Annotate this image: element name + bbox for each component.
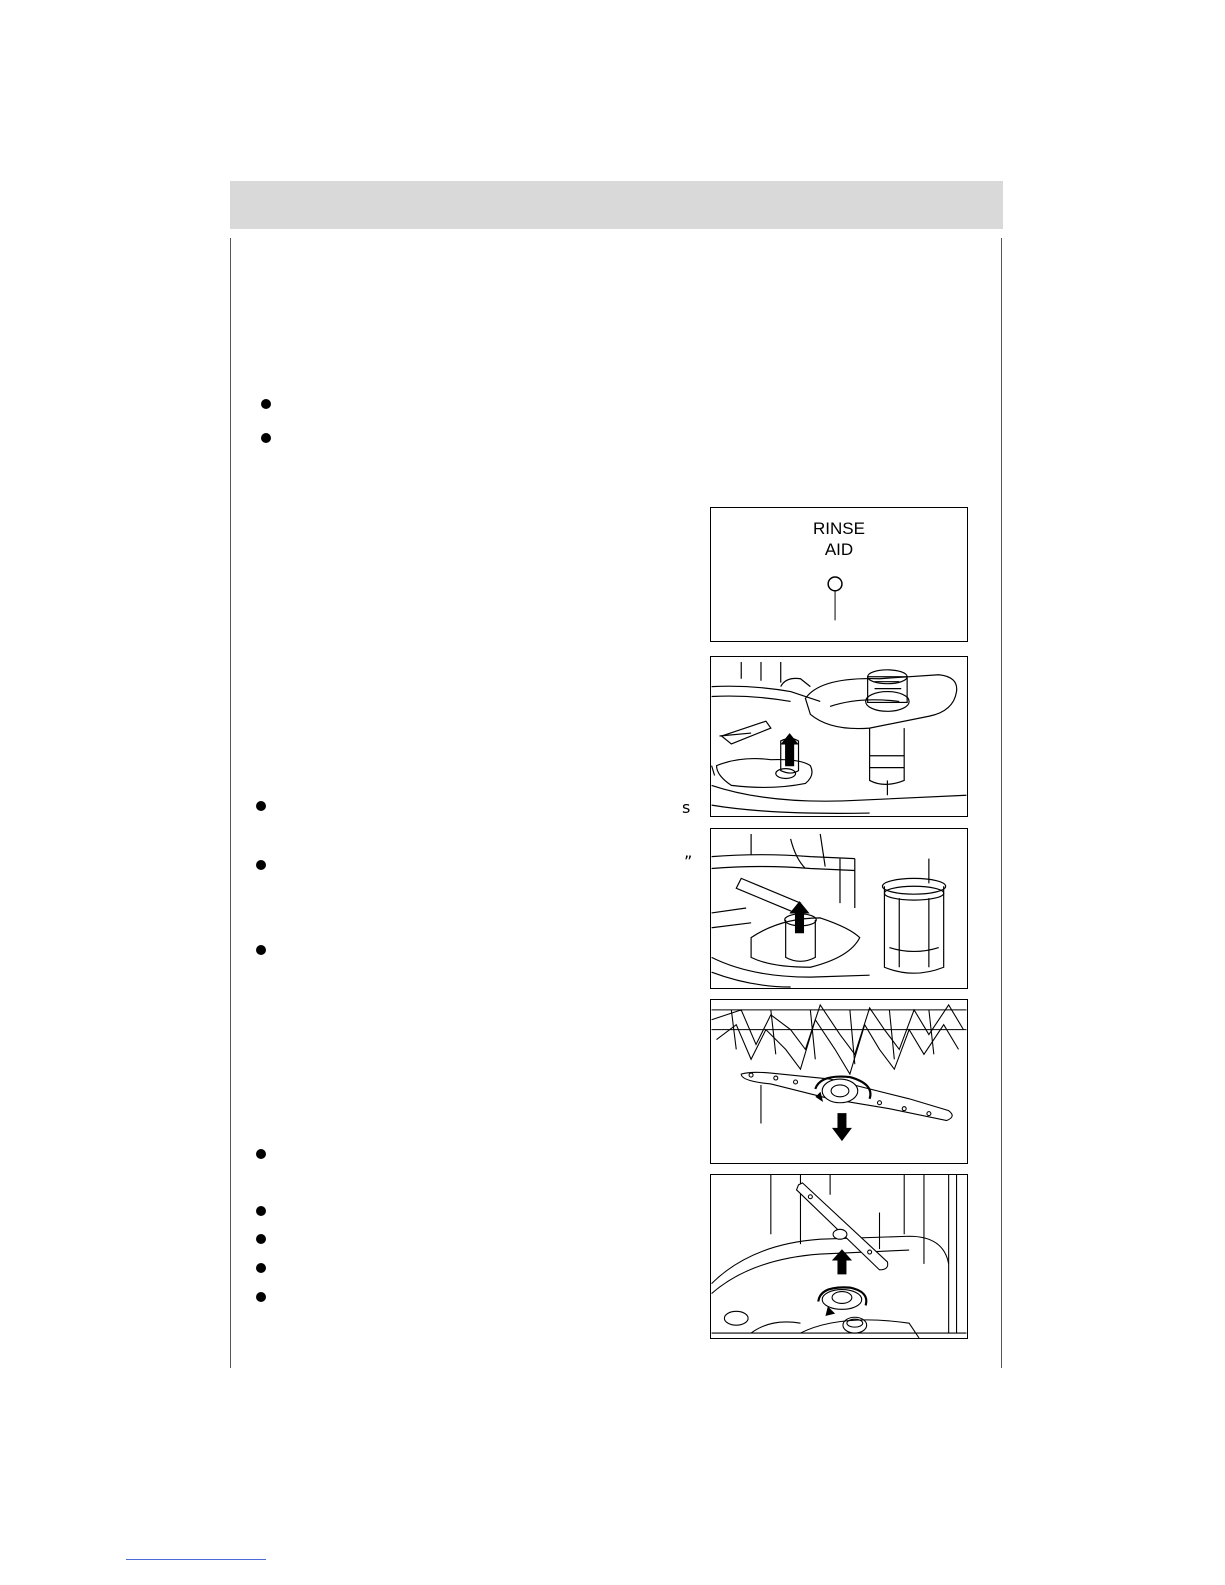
- bullet-2: [261, 433, 271, 443]
- lower-spray-arm-icon: [711, 1175, 967, 1338]
- bullet-3: [256, 801, 266, 811]
- microfilter-cylinder-icon: [711, 829, 967, 988]
- section-header-bar: [230, 181, 1003, 229]
- bullet-8: [256, 1234, 266, 1244]
- bullet-6: [256, 1149, 266, 1159]
- lower-spray-arm-figure: [710, 1174, 968, 1339]
- bullet-7: [256, 1206, 266, 1216]
- bullet-5: [256, 945, 266, 955]
- filter-assembly-figure: [710, 656, 968, 817]
- rinse-label-line1: RINSE: [813, 519, 865, 538]
- bullet-1: [261, 399, 271, 409]
- stray-quote-mark: ”: [684, 852, 693, 871]
- indicator-circle-icon: [711, 508, 967, 641]
- rinse-aid-figure: [710, 507, 968, 642]
- right-frame-rule: [1001, 238, 1002, 1368]
- microfilter-figure: [710, 828, 968, 989]
- bullet-4: [256, 860, 266, 870]
- bullet-10: [256, 1292, 266, 1302]
- left-frame-rule: [230, 238, 231, 1368]
- upper-spray-arm-icon: [711, 1000, 967, 1163]
- bullet-9: [256, 1263, 266, 1273]
- stray-letter-s: s: [682, 798, 691, 817]
- rinse-label-line2: AID: [824, 540, 854, 559]
- filter-assembly-icon: [711, 657, 967, 816]
- upper-spray-arm-figure: [710, 999, 968, 1164]
- footer-link-underline[interactable]: [126, 1559, 266, 1560]
